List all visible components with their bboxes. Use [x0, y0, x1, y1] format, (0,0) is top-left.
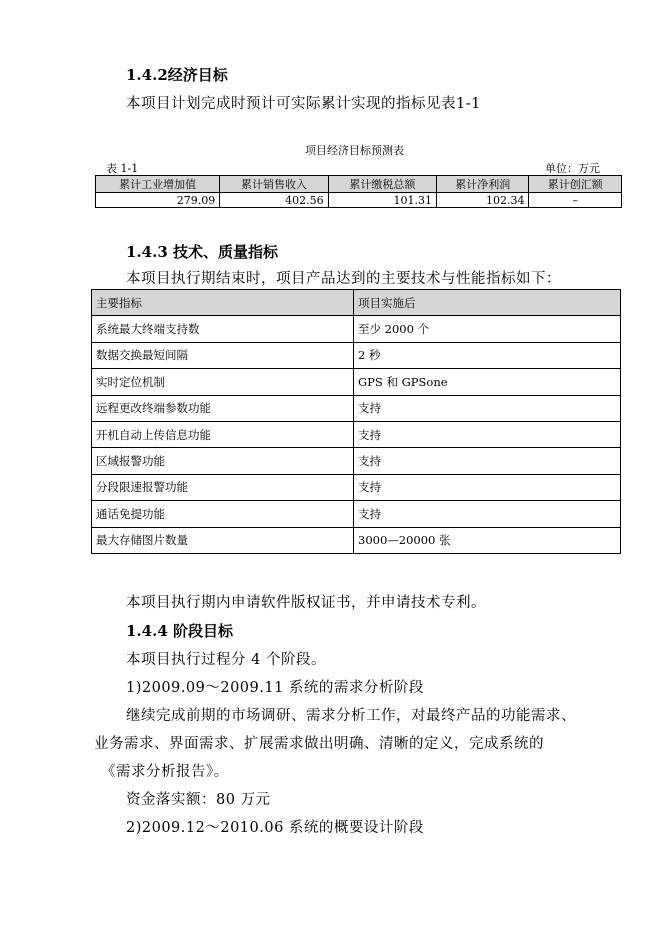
econ-value-cell: 101.31	[328, 193, 436, 208]
econ-header-cell: 累计销售收入	[220, 176, 328, 193]
table-row	[92, 474, 621, 500]
tech-header-cell: 项目实施后	[354, 290, 621, 316]
indicator-cell: 数据交换最短间隔	[92, 342, 354, 368]
value-cell: 至少 2000 个	[354, 316, 621, 342]
table-row	[92, 527, 621, 553]
stage1-title: 1)2009.09～2009.11 系统的需求分析阶段	[126, 680, 424, 696]
tech-intro: 本项目执行期结束时，项目产品达到的主要技术与性能指标如下：	[126, 271, 561, 287]
econ-header-cell: 累计净利润	[437, 176, 529, 193]
indicator-cell: 实时定位机制	[92, 369, 354, 395]
heading-1-4-4: 1.4.4 阶段目标	[126, 622, 233, 640]
econ-value-cell: 402.56	[220, 193, 328, 208]
econ-table-unit: 单位：万元	[545, 162, 600, 175]
value-cell: 支持	[354, 474, 621, 500]
econ-header-cell: 累计创汇额	[529, 176, 622, 193]
copyright-patent-text: 本项目执行期内申请软件版权证书，并申请技术专利。	[126, 595, 486, 611]
value-cell: 支持	[354, 395, 621, 421]
economic-target-table	[95, 175, 622, 208]
table-row	[92, 448, 621, 474]
table-row	[92, 421, 621, 447]
econ-table-header-row	[96, 176, 622, 193]
value-cell: 支持	[354, 448, 621, 474]
table-row	[92, 342, 621, 368]
heading-1-4-2: 1.4.2经济目标	[126, 66, 228, 84]
heading-1-4-3: 1.4.3 技术、质量指标	[126, 243, 278, 261]
stage1-desc-line3: 《需求分析报告》。	[101, 764, 229, 780]
indicator-cell: 通话免提功能	[92, 501, 354, 527]
tech-table-header-row	[92, 290, 621, 316]
economic-intro: 本项目计划完成时预计可实际累计实现的指标见表1-1	[126, 96, 481, 112]
table-row	[92, 395, 621, 421]
stage-intro: 本项目执行过程分 4 个阶段。	[126, 652, 326, 668]
indicator-cell: 远程更改终端参数功能	[92, 395, 354, 421]
value-cell: GPS 和 GPSone	[354, 369, 621, 395]
indicator-cell: 系统最大终端支持数	[92, 316, 354, 342]
table-row	[92, 316, 621, 342]
stage1-desc-line2: 业务需求、界面需求、扩展需求做出明确、清晰的定义，完成系统的	[94, 736, 544, 752]
value-cell: 支持	[354, 501, 621, 527]
econ-value-cell: 102.34	[437, 193, 529, 208]
econ-value-cell: –	[529, 193, 622, 208]
indicator-cell: 最大存储图片数量	[92, 527, 354, 553]
value-cell: 2 秒	[354, 342, 621, 368]
value-cell: 3000—20000 张	[354, 527, 621, 553]
indicator-cell: 开机自动上传信息功能	[92, 421, 354, 447]
stage1-funding: 资金落实额：80 万元	[126, 792, 271, 808]
stage2-title: 2)2009.12～2010.06 系统的概要设计阶段	[126, 820, 424, 836]
econ-header-cell: 累计缴税总额	[328, 176, 436, 193]
econ-table-title: 项目经济目标预测表	[305, 144, 404, 157]
indicator-cell: 区域报警功能	[92, 448, 354, 474]
value-cell: 支持	[354, 421, 621, 447]
tech-header-cell: 主要指标	[92, 290, 354, 316]
econ-table-value-row	[96, 193, 622, 208]
econ-header-cell: 累计工业增加值	[96, 176, 220, 193]
econ-value-cell: 279.09	[96, 193, 220, 208]
indicator-cell: 分段限速报警功能	[92, 474, 354, 500]
technical-indicator-table	[91, 289, 621, 554]
table-row	[92, 501, 621, 527]
econ-table-label: 表 1-1	[106, 162, 139, 175]
table-row	[92, 369, 621, 395]
stage1-desc-line1: 继续完成前期的市场调研、需求分析工作，对最终产品的功能需求、	[126, 708, 576, 724]
